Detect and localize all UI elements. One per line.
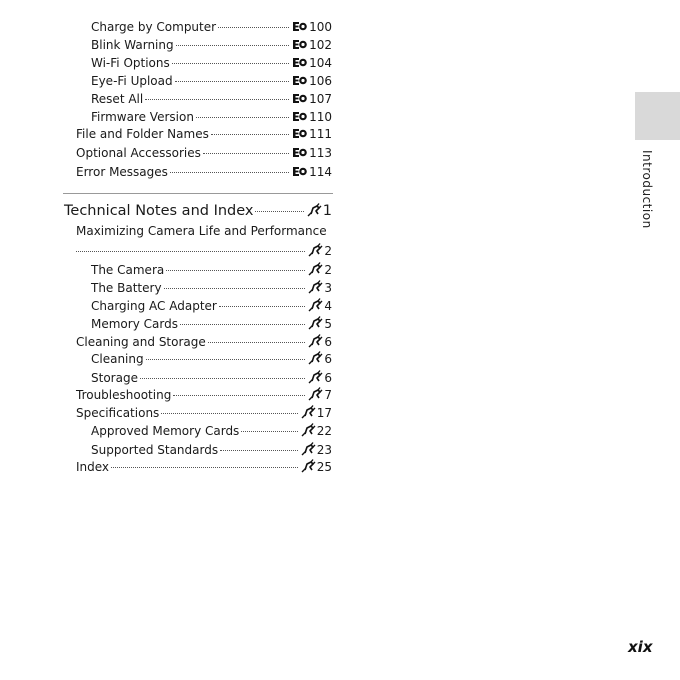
toc-entry-label: Troubleshooting: [76, 388, 172, 402]
toc-entry-page: 22: [301, 420, 332, 439]
toc-entry-page: 6: [308, 367, 332, 386]
toc-entry-label: Reset All: [91, 92, 144, 106]
leader-dots: [76, 251, 305, 252]
leader-dots: [255, 211, 303, 212]
toc-entry-label: The Camera: [91, 263, 165, 277]
section-tab: [635, 92, 680, 140]
toc-entry-label: Blink Warning: [91, 38, 174, 52]
reference-section-icon: [292, 111, 308, 122]
toc-entry-page: 3: [308, 277, 332, 296]
toc-entry-label: Error Messages: [76, 165, 168, 179]
toc-entry[interactable]: [91, 37, 332, 53]
toc-entry-page: 1: [307, 200, 332, 220]
toc-entry-label: Wi-Fi Options: [91, 56, 170, 70]
technical-notes-icon: [301, 422, 316, 437]
leader-dots: [176, 45, 289, 46]
toc-entry-label: Approved Memory Cards: [91, 424, 240, 438]
leader-dots: [172, 63, 289, 64]
reference-section-icon: [292, 128, 308, 139]
technical-notes-icon: [301, 441, 316, 456]
section-tab-label: Introduction: [640, 150, 654, 229]
toc-entry-page: 4: [308, 295, 332, 314]
technical-notes-icon: [308, 315, 323, 330]
reference-section-icon: [292, 166, 308, 177]
leader-dots: [170, 172, 289, 173]
toc-entry-page: 111: [292, 126, 332, 142]
leader-dots: [166, 270, 305, 271]
leader-dots: [173, 395, 305, 396]
toc-entry[interactable]: [91, 420, 332, 439]
toc-entry-label: Supported Standards: [91, 443, 219, 457]
leader-dots: [111, 467, 298, 468]
technical-notes-icon: [308, 279, 323, 294]
technical-notes-icon: [308, 297, 323, 312]
toc-entry-page: 23: [301, 439, 332, 458]
leader-dots: [140, 378, 305, 379]
technical-notes-icon: [308, 350, 323, 365]
toc-entry-page: 107: [292, 91, 332, 107]
reference-section-icon: [292, 147, 308, 158]
page-number: xix: [628, 638, 653, 656]
toc-entry-label: Cleaning: [91, 352, 144, 366]
toc-entry-label: Charge by Computer: [91, 20, 217, 34]
leader-dots: [175, 81, 289, 82]
technical-notes-icon: [308, 261, 323, 276]
toc-entry-page: 25: [301, 456, 332, 475]
toc-entry-label: The Battery: [91, 281, 162, 295]
toc-entry-page: 2: [308, 259, 332, 278]
technical-notes-icon: [308, 369, 323, 384]
reference-section-icon: [292, 39, 308, 50]
toc-entry[interactable]: [91, 295, 332, 314]
toc-entry[interactable]: [76, 402, 332, 421]
leader-dots: [161, 413, 297, 414]
toc-entry-label: Charging AC Adapter: [91, 299, 217, 313]
leader-dots: [196, 117, 289, 118]
toc-entry[interactable]: [76, 164, 332, 180]
toc-entry-label: Optional Accessories: [76, 146, 201, 160]
reference-section-icon: [292, 21, 308, 32]
toc-entry[interactable]: [91, 313, 332, 332]
toc-entry-label: Storage: [91, 371, 138, 385]
reference-section-icon: [292, 75, 308, 86]
toc-entry[interactable]: [76, 145, 332, 161]
technical-notes-icon: [301, 458, 316, 473]
toc-entry-page: 17: [301, 402, 332, 421]
technical-notes-icon: [308, 333, 323, 348]
leader-dots: [164, 288, 306, 289]
toc-section-title-label: Technical Notes and Index: [64, 203, 254, 219]
toc-entry[interactable]: [91, 109, 332, 125]
technical-notes-icon: [308, 242, 323, 257]
toc-entry-page: 7: [308, 384, 332, 403]
technical-notes-icon: [308, 386, 323, 401]
toc-entry[interactable]: [91, 55, 332, 71]
toc-entry[interactable]: [91, 348, 332, 367]
toc-entry-page: 106: [292, 73, 332, 89]
toc-entry[interactable]: [91, 19, 332, 35]
toc-entry-label: Firmware Version: [91, 110, 194, 124]
reference-section-icon: [292, 57, 308, 68]
toc-entry-label: Specifications: [76, 406, 160, 420]
leader-dots: [145, 99, 289, 100]
leader-dots: [218, 27, 289, 28]
toc-entry-page: 2: [308, 240, 332, 259]
leader-dots: [219, 306, 306, 307]
toc-entry-page: 6: [308, 348, 332, 367]
toc-entry[interactable]: [76, 384, 332, 403]
toc-entry[interactable]: [91, 73, 332, 89]
toc-entry[interactable]: [91, 259, 332, 278]
toc-entry-label: Index: [76, 460, 110, 474]
toc-entry-page: 102: [292, 37, 332, 53]
toc-entry-label: Cleaning and Storage: [76, 335, 206, 349]
leader-dots: [220, 450, 298, 451]
toc-entry[interactable]: [76, 456, 332, 475]
leader-dots: [180, 324, 305, 325]
toc-entry-page: 104: [292, 55, 332, 71]
leader-dots: [241, 431, 297, 432]
toc-entry-page: 5: [308, 313, 332, 332]
technical-notes-icon: [301, 404, 316, 419]
toc-entry-page: 113: [292, 145, 332, 161]
toc-entry[interactable]: [76, 240, 332, 259]
leader-dots: [211, 134, 289, 135]
toc-entry-page: 114: [292, 164, 332, 180]
toc-entry-page: 100: [292, 19, 332, 35]
toc-entry-label: File and Folder Names: [76, 127, 209, 141]
leader-dots: [203, 153, 289, 154]
toc-entry[interactable]: [76, 126, 332, 142]
toc-section-title[interactable]: [64, 200, 332, 220]
technical-notes-icon: [307, 202, 322, 217]
leader-dots: [208, 342, 306, 343]
toc-entry-page: 110: [292, 109, 332, 125]
toc-entry-label[interactable]: Maximizing Camera Life and Performance: [76, 224, 327, 238]
toc-entry[interactable]: [91, 91, 332, 107]
toc-entry-page: 6: [308, 331, 332, 350]
reference-section-icon: [292, 93, 308, 104]
leader-dots: [146, 359, 306, 360]
toc-entry-label: Eye-Fi Upload: [91, 74, 173, 88]
toc-entry[interactable]: [91, 277, 332, 296]
section-divider: [63, 193, 333, 194]
toc-entry-label: Memory Cards: [91, 317, 178, 331]
